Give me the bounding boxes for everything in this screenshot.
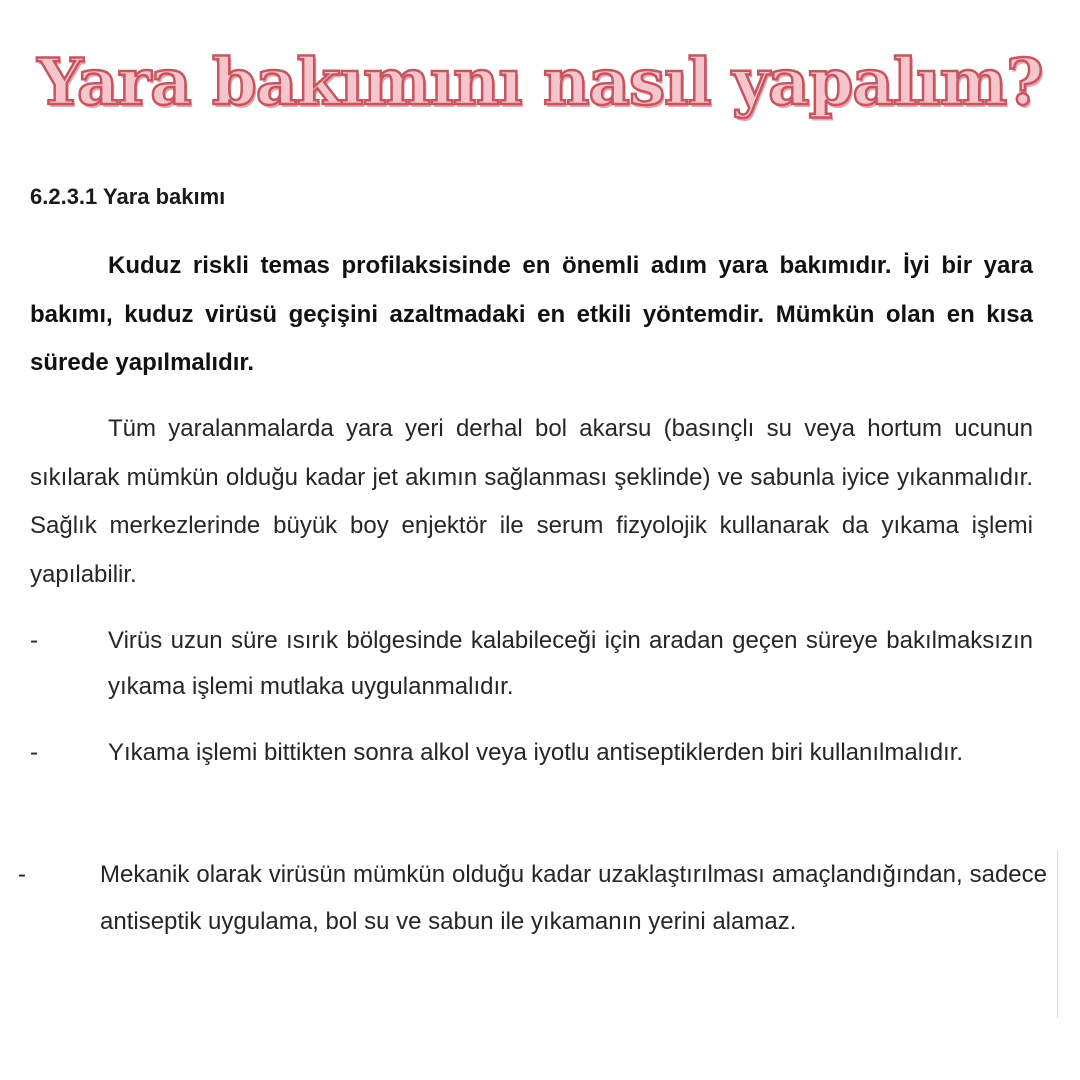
list-item bbox=[30, 618, 1033, 718]
dash-marker: - bbox=[18, 861, 26, 888]
section-heading: 6.2.3.1 Yara bakımı bbox=[30, 184, 226, 209]
intro-paragraph: Kuduz riskli temas profilaksisinde en önemli adım yara bakımıdır. İyi bir yara bakımı, kuduz virüsü geçişini azaltmadaki en etkili yöntemdir. Mümkün olan en kısa sürede yapılmalıdır. bbox=[30, 252, 1033, 376]
page-edge-divider bbox=[1057, 850, 1058, 1018]
washing-paragraph: Tüm yaralanmalarda yara yeri derhal bol akarsu (basınçlı su veya hortum ucunun sıkılarak mümkün olduğu kadar jet akımın sağlanması şeklinde) ve sabunla iyice yıkanmalıdır. Sağlık merkezlerinde büyük boy enjektör ile serum fizyolojik kullanarak da yıkama işlemi yapılabilir. bbox=[30, 415, 1033, 588]
page-title: Yara bakımını nasıl yapalım? bbox=[37, 45, 1043, 120]
list-item-text: Virüs uzun süre ısırık bölgesinde kalabileceği için aradan geçen süreye bakılmaksızın yıkama işlemi mutlaka uygulanmalıdır. bbox=[108, 627, 1033, 700]
list-item-text: Yıkama işlemi bittikten sonra alkol veya iyotlu antiseptiklerden biri kullanılmalıdır. bbox=[108, 739, 964, 766]
dash-marker: - bbox=[30, 739, 38, 766]
list-item bbox=[18, 851, 1047, 1001]
list-item-text: Mekanik olarak virüsün mümkün olduğu kadar uzaklaştırılması amaçlandığından, sadece antiseptik uygulama, bol su ve sabun ile yıkamanın yerini alamaz. bbox=[100, 861, 1047, 935]
list-item bbox=[30, 730, 1033, 830]
dash-marker: - bbox=[30, 627, 38, 654]
